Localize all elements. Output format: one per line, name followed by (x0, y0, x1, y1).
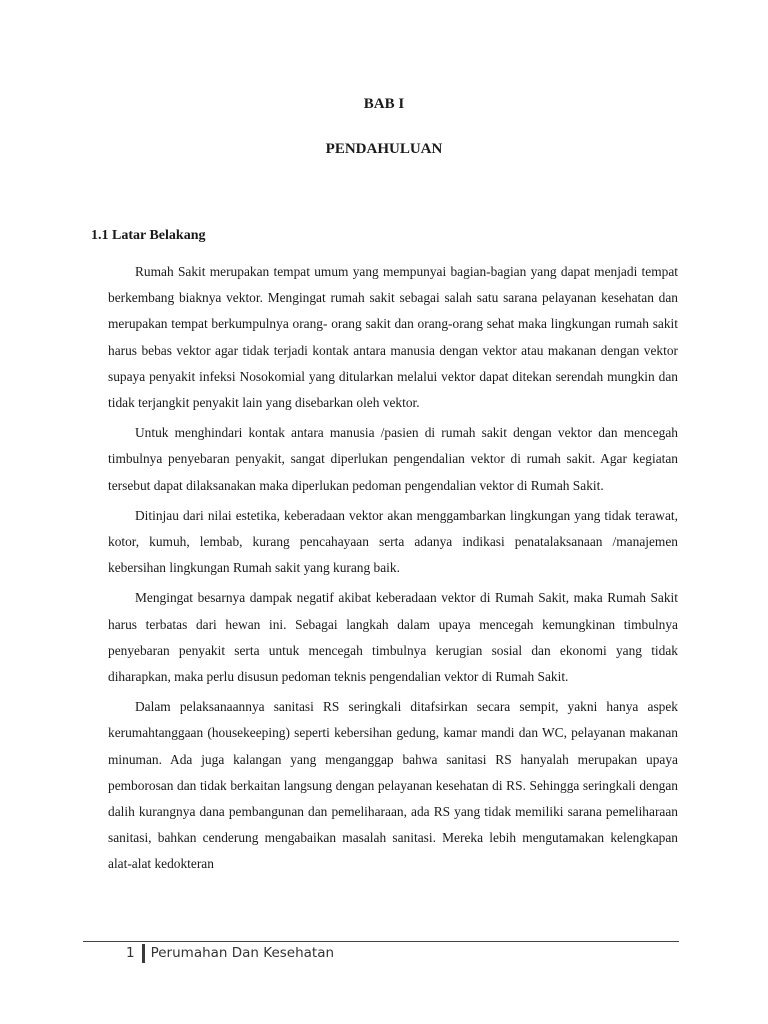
footer-divider (83, 941, 679, 942)
running-title: Perumahan Dan Kesehatan (150, 945, 335, 961)
body-text (108, 259, 678, 882)
paragraph: Mengingat besarnya dampak negatif akibat keberadaan vektor di Rumah Sakit, maka Rumah Sakit harus terbatas dari hewan ini. Sebagai langkah dalam upaya mencegah kemungkinan timbulnya penyebaran penyakit serta untuk mencegah timbulnya kerugian sosial dan ekonomi yang tidak diharapkan, maka perlu disusun pedoman teknis pengendalian vektor di Rumah Sakit. (108, 590, 678, 685)
page-footer (126, 943, 334, 963)
paragraph: Ditinjau dari nilai estetika, keberadaan vektor akan menggambarkan lingkungan yang tidak terawat, kotor, kumuh, lembab, kurang pencahayaan serta adanya indikasi penatalaksanaan /manajemen kebersihan lingkungan Rumah sakit yang kurang baik. (108, 507, 678, 576)
page-number: 1 (126, 945, 135, 961)
paragraph: Dalam pelaksanaannya sanitasi RS seringkali ditafsirkan secara sempit, yakni hanya aspek kerumahtanggaan (housekeeping) seperti kebersihan gedung, kamar mandi dan WC, pelayanan makanan minuman. Ada juga kalangan yang menganggap bahwa sanitasi RS hanyalah merupakan upaya pemborosan dan tidak berkaitan langsung dengan pelayanan kesehatan di RS. Sehingga seringkali dengan dalih kurangnya dana pembangunan dan pemeliharaan, ada RS yang tidak memiliki sarana pemeliharaan sanitasi, bahkan cenderung mengabaikan masalah sanitasi. Mereka lebih mengutamakan kelengkapan alat-alat kedokteran (108, 699, 678, 872)
section-heading: 1.1 Latar Belakang (91, 228, 206, 243)
paragraph: Rumah Sakit merupakan tempat umum yang mempunyai bagian-bagian yang dapat menjadi tempat berkembang biaknya vektor. Mengingat rumah sakit sebagai salah satu sarana pelayanan kesehatan dan merupakan tempat berkumpulnya orang- orang sakit dan orang-orang sehat maka lingkungan rumah sakit harus bebas vektor agar tidak terjadi kontak antara manusia dengan vektor atau makanan dengan vektor supaya penyakit infeksi Nosokomial yang ditularkan melalui vektor dapat ditekan serendah mungkin dan tidak terjangkit penyakit lain yang disebarkan oleh vektor. (108, 264, 678, 411)
chapter-title: PENDAHULUAN (325, 141, 443, 157)
chapter-label: BAB I (363, 96, 405, 112)
footer-separator (142, 944, 145, 963)
paragraph: Untuk menghindari kontak antara manusia /pasien di rumah sakit dengan vektor dan mencegah timbulnya penyebaran penyakit, sangat diperlukan pengendalian vektor di rumah sakit. Agar kegiatan tersebut dapat dilaksanakan maka diperlukan pedoman pengendalian vektor di Rumah Sakit. (108, 425, 678, 493)
